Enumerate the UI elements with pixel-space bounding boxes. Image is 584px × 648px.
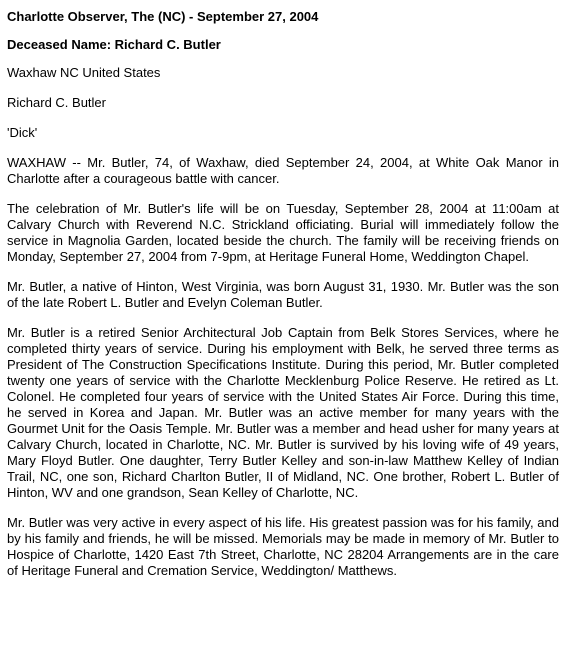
obituary-paragraph-birth: Mr. Butler, a native of Hinton, West Virginia, was born August 31, 1930. Mr. Butler was the son of the late Robert L. Butler and Evelyn Coleman Butler. bbox=[7, 279, 559, 310]
obituary-paragraph-services: The celebration of Mr. Butler's life will be on Tuesday, September 28, 2004 at 11:00am at Calvary Church with Reverend N.C. Strickland officiating. Burial will immediately follow the service in Magnolia Garden, located beside the church. The family will be receiving friends on Monday, September 27, 2004 from 7-9pm, at Heritage Funeral Home, Weddington Chapel. bbox=[7, 201, 559, 264]
location-line: Waxhaw NC United States bbox=[7, 65, 161, 80]
deceased-name-heading: Deceased Name: Richard C. Butler bbox=[7, 37, 221, 52]
obituary-paragraph-death: WAXHAW -- Mr. Butler, 74, of Waxhaw, died September 24, 2004, at White Oak Manor in Charlotte after a courageous battle with cancer. bbox=[7, 155, 559, 186]
obituary-paragraph-memorials: Mr. Butler was very active in every aspect of his life. His greatest passion was for his family, and by his family and friends, he will be missed. Memorials may be made in memory of Mr. Butler to Hospice of Charlotte, 1420 East 7th Street, Charlotte, NC 28204 Arrangements are in the care of Heritage Funeral and Cremation Service, Weddington/ Matthews. bbox=[7, 515, 559, 578]
nickname-line: 'Dick' bbox=[7, 125, 38, 140]
name-line: Richard C. Butler bbox=[7, 95, 106, 110]
source-heading: Charlotte Observer, The (NC) - September 27, 2004 bbox=[7, 9, 319, 24]
obituary-paragraph-career: Mr. Butler is a retired Senior Architectural Job Captain from Belk Stores Services, where he completed thirty years of service. During his employment with Belk, he served three terms as President of The Construction Specifications Institute. During this period, Mr. Butler completed twenty one years of service with the Charlotte Mecklenburg Police Reserve. He retired as Lt. Colonel. He completed four years of service with the United States Air Force. During this time, he served in Korea and Japan. Mr. Butler was an active member for many years with the Gourmet Unit for the Oasis Temple. Mr. Butler was a member and head usher for many years at Calvary Church, located in Charlotte, NC. Mr. Butler is survived by his loving wife of 49 years, Mary Floyd Butler. One daughter, Terry Butler Kelley and son-in-law Matthew Kelley of Indian Trail, NC, one son, Richard Charlton Butler, II of Midland, NC. One brother, Robert L. Butler of Hinton, WV and one grandson, Sean Kelley of Charlotte, NC. bbox=[7, 325, 559, 500]
